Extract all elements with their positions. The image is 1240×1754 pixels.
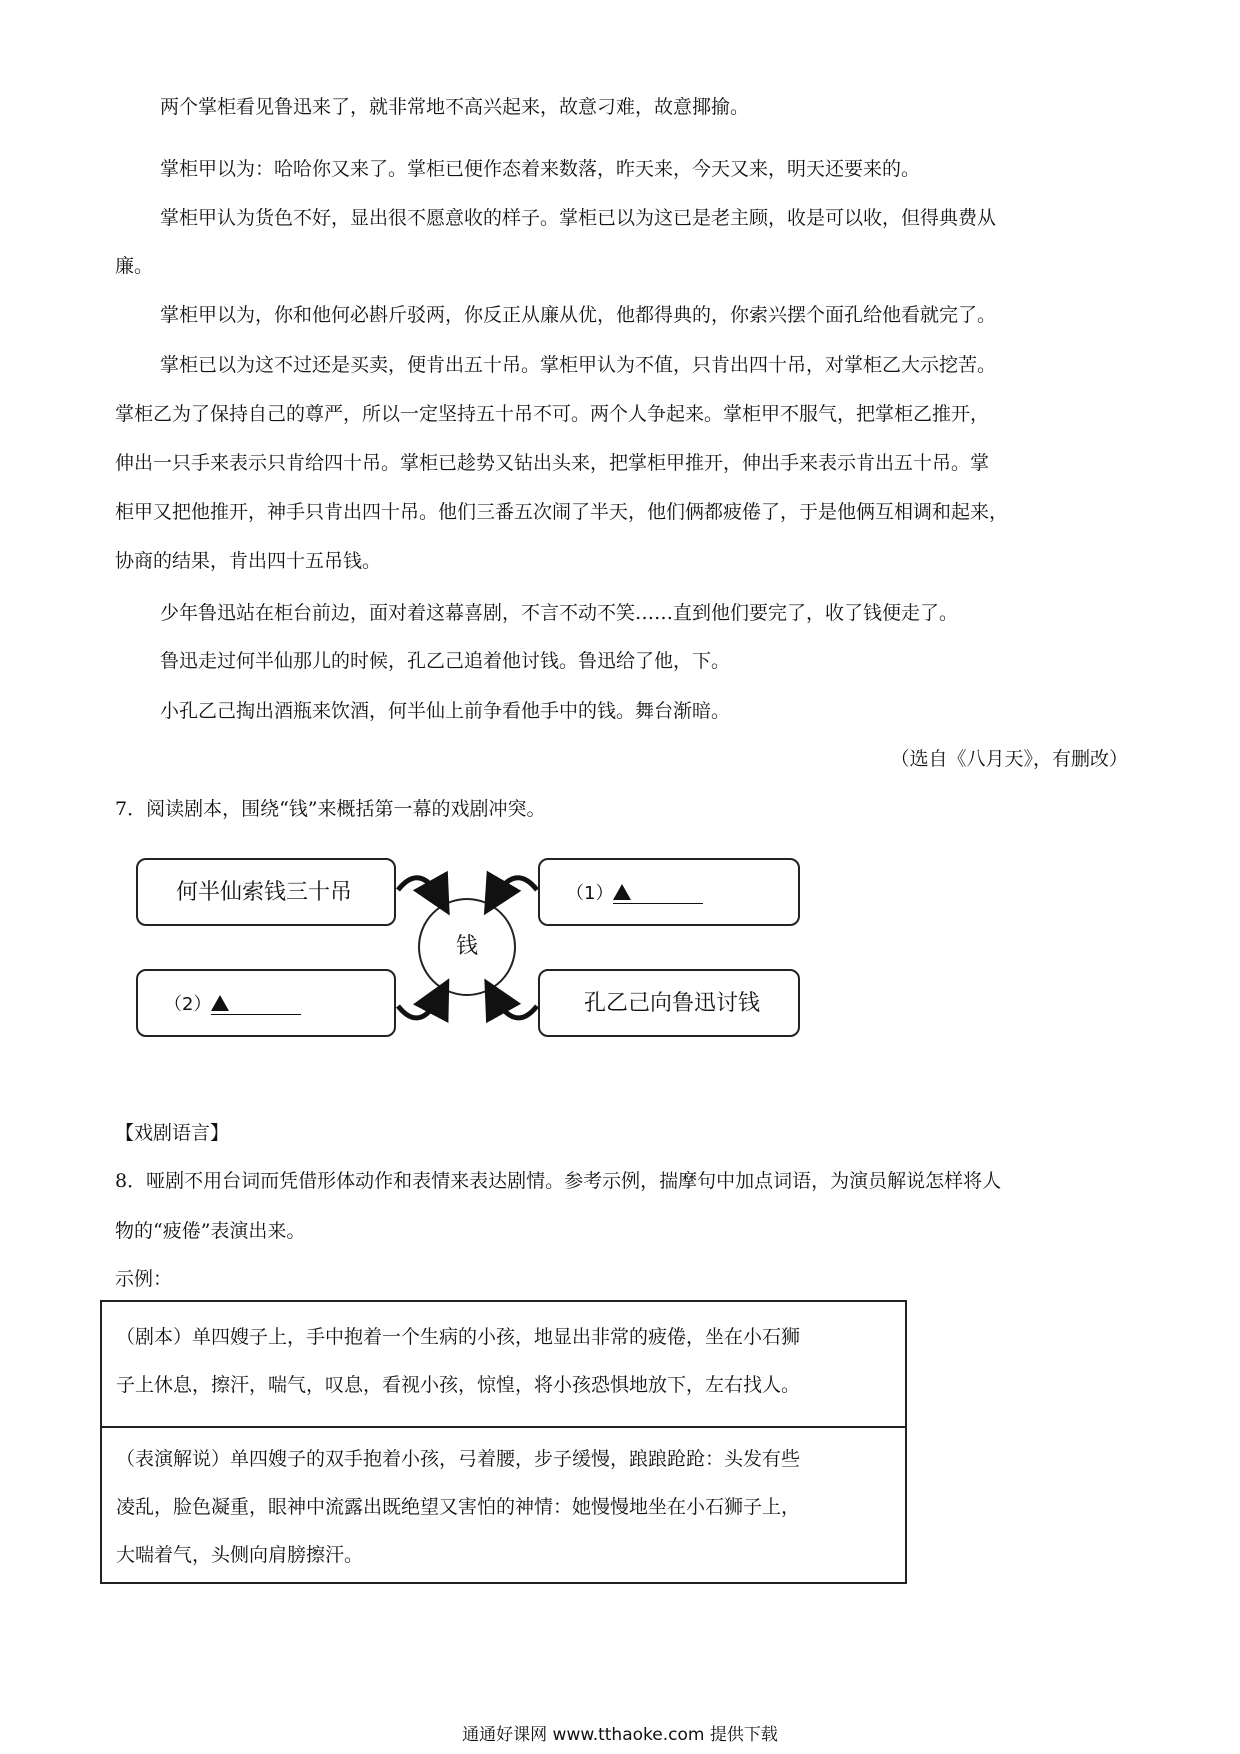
question-7-stem: 7．阅读剧本，围绕“钱”来概括第一幕的戏剧冲突。 [115, 798, 546, 820]
performance-line: 大喘着气，头侧向肩膀擦汗。 [116, 1544, 364, 1566]
passage-paragraph: 掌柜甲以为：哈哈你又来了。掌柜已便作态着来数落，昨天来，今天又来，明天还要来的。 [160, 158, 921, 180]
curved-arrow-icon [398, 878, 440, 898]
passage-paragraph: 少年鲁迅站在柜台前边，面对着这幕喜剧，不言不动不笑……直到他们要完了，收了钱便走了。 [160, 602, 959, 624]
performance-line: 凌乱，脸色凝重，眼神中流露出既绝望又害怕的神情：她慢慢地坐在小石狮子上， [116, 1496, 801, 1518]
passage-paragraph: 掌柜已以为这不过还是买卖，便肯出五十吊。掌柜甲认为不值，只肯出四十吊，对掌柜乙大示挖苦。 [160, 354, 997, 376]
question-8-stem-continued: 物的“疲倦”表演出来。 [115, 1220, 306, 1242]
passage-paragraph-continued: 廉。 [115, 255, 154, 277]
passage-paragraph-continued: 伸出一只手来表示只肯给四十吊。掌柜已趁势又钻出头来，把掌柜甲推开，伸出手来表示肯出五十吊。掌 [115, 452, 990, 474]
performance-line: （表演解说）单四嫂子的双手抱着小孩，弓着腰，步子缓慢，踉踉跄跄：头发有些 [116, 1448, 801, 1470]
diagram-center-text: 钱 [456, 934, 479, 959]
passage-paragraph: 两个掌柜看见鲁迅来了，就非常地不高兴起来，故意刁难，故意揶揄。 [160, 96, 750, 118]
passage-paragraph: 小孔乙己掏出酒瓶来饮酒，何半仙上前争看他手中的钱。舞台渐暗。 [160, 700, 731, 722]
table-row-performance [102, 1426, 905, 1582]
script-line: 子上休息，擦汗，喘气，叹息，看视小孩，惊惶，将小孩恐惧地放下，左右找人。 [116, 1374, 801, 1396]
passage-paragraph: 掌柜甲认为货色不好，显出很不愿意收的样子。掌柜已以为这已是老主顾，收是可以收，但得典费从 [160, 207, 997, 229]
example-label: 示例： [115, 1268, 173, 1290]
passage-paragraph-continued: 协商的结果，肯出四十五吊钱。 [115, 550, 382, 572]
curved-arrow-icon [494, 996, 537, 1018]
passage-paragraph: 掌柜甲以为，你和他何必斟斤驳两，你反正从廉从优，他都得典的，你索兴摆个面孔给他看就完了。 [160, 304, 997, 326]
passage-paragraph-continued: 柜甲又把他推开，神手只肯出四十吊。他们三番五次闹了半天，他们俩都疲倦了，于是他俩互相调和起来， [115, 501, 1009, 523]
curved-arrow-icon [398, 996, 440, 1018]
section-heading: 【戏剧语言】 [115, 1122, 230, 1144]
diagram-text-bottom-right: 孔乙己向鲁迅讨钱 [584, 991, 761, 1016]
table-row-script [102, 1302, 905, 1428]
passage-paragraph: 鲁迅走过何半仙那儿的时候，孔乙己追着他讨钱。鲁迅给了他，下。 [160, 650, 731, 672]
footer-watermark: 通通好课网 www.tthaoke.com 提供下载 [462, 1725, 778, 1745]
question-8-stem: 8．哑剧不用台词而凭借形体动作和表情来表达剧情。参考示例，揣摩句中加点词语，为演员解说怎样将人 [115, 1170, 1002, 1192]
blank-number-2: （2） [164, 994, 212, 1015]
example-table [100, 1300, 907, 1584]
passage-source: （选自《八月天》，有删改） [890, 748, 1128, 770]
passage-paragraph-continued: 掌柜乙为了保持自己的尊严，所以一定坚持五十吊不可。两个人争起来。掌柜甲不服气，把掌柜乙推开， [115, 403, 990, 425]
diagram-text-top-left: 何半仙索钱三十吊 [176, 880, 353, 905]
blank-number-1: （1） [566, 883, 614, 904]
curved-arrow-icon [494, 878, 537, 898]
script-line: （剧本）单四嫂子上，手中抱着一个生病的小孩，地显出非常的疲倦，坐在小石狮 [116, 1326, 801, 1348]
